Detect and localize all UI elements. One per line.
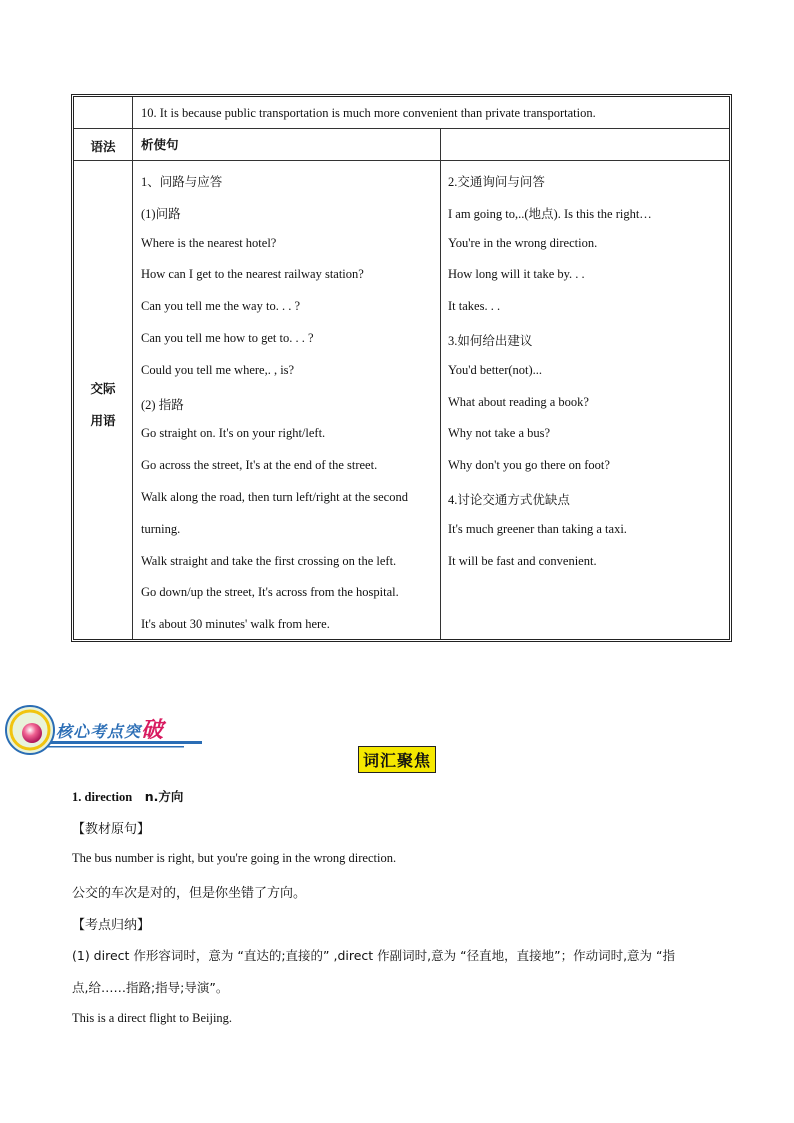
phrase-item: Why don't you go there on foot? [448, 458, 610, 473]
phrase-item: How can I get to the nearest railway station? [141, 267, 364, 282]
phrase-item: You'd better(not)... [448, 362, 543, 377]
phrase-item: turning. [141, 521, 181, 536]
entry-pos: n.方向 [144, 789, 184, 804]
core-points-badge [4, 703, 204, 755]
table-divider [132, 97, 133, 639]
source-sentence-cn: 公交的车次是对的，但是你坐错了方向。 [72, 886, 307, 901]
phrase-item: What about reading a book? [448, 394, 589, 409]
grammar-value: 析使句 [141, 137, 179, 152]
phrase-item: It takes. . . [448, 299, 501, 314]
phrase-item: It will be fast and convenient. [448, 553, 597, 568]
badge-title-highlight: 破 [141, 718, 165, 743]
phrase-item: Go down/up the street, It's across from the hospital. [141, 585, 399, 600]
phrase-item: 3.如何给出建议 [448, 334, 533, 348]
phrase-item: Can you tell me how to get to. . . ? [141, 331, 314, 345]
entry-heading [72, 787, 183, 805]
phrase-item: It's about 30 minutes' walk from here. [141, 617, 330, 632]
entry-word: 1. direction [72, 790, 133, 804]
phrase-item: (2) 指路 [141, 397, 184, 412]
phrase-item: Where is the nearest hotel? [141, 235, 277, 250]
communication-label-line: 用语 [90, 413, 116, 428]
phrase-item: Why not take a bus? [448, 426, 551, 441]
table-divider [74, 128, 729, 129]
summary-label: 【考点归纳】 [72, 918, 151, 933]
phrase-item: It's much greener than taking a taxi. [448, 521, 627, 536]
phrase-item: I am going to,..(地点). Is this the right… [448, 206, 652, 221]
phrase-item: Go across the street, It's at the end of the street. [141, 458, 378, 473]
phrase-item: (1)问路 [141, 206, 181, 221]
phrase-item: Could you tell me where,. , is? [141, 362, 295, 377]
summary-line: 点,给……指路;指导;导演”。 [72, 980, 229, 995]
source-label: 【教材原句】 [72, 822, 151, 837]
phrase-item: You're in the wrong direction. [448, 235, 598, 250]
phrase-item: Can you tell me the way to. . . ? [141, 299, 300, 314]
section-title: 词汇聚焦 [358, 746, 436, 773]
communication-label [75, 373, 131, 437]
source-sentence-en: The bus number is right, but you're going in the wrong direction. [72, 851, 397, 865]
phrase-item: Go straight on. It's on your right/left. [141, 426, 326, 441]
phrase-item: 1、问路与应答 [141, 175, 223, 189]
summary-table [71, 94, 732, 642]
summary-line: (1) direct 作形容词时，意为 “直达的;直接的” ,direct 作副词时,意为 “径直地，直接地”；作动词时,意为 “指 [72, 948, 676, 963]
badge-title-text: 核心考点突 [56, 722, 142, 741]
communication-label-line: 交际 [90, 381, 116, 396]
phrase-item: How long will it take by. . . [448, 267, 585, 282]
example-sentence: This is a direct flight to Beijing. [72, 1011, 233, 1025]
phrase-item: Walk straight and take the first crossing on the left. [141, 553, 397, 568]
table-row-text: 10. It is because public transportation is much more convenient than private transportation. [141, 106, 596, 120]
table-divider [440, 128, 441, 639]
phrase-item: Walk along the road, then turn left/right at the second [141, 490, 408, 504]
phrase-item: 4.讨论交通方式优缺点 [448, 493, 570, 507]
table-divider [74, 160, 729, 161]
grammar-label: 语法 [90, 139, 116, 154]
phrase-item: 2.交通询问与问答 [448, 175, 545, 189]
badge-title [56, 713, 164, 744]
